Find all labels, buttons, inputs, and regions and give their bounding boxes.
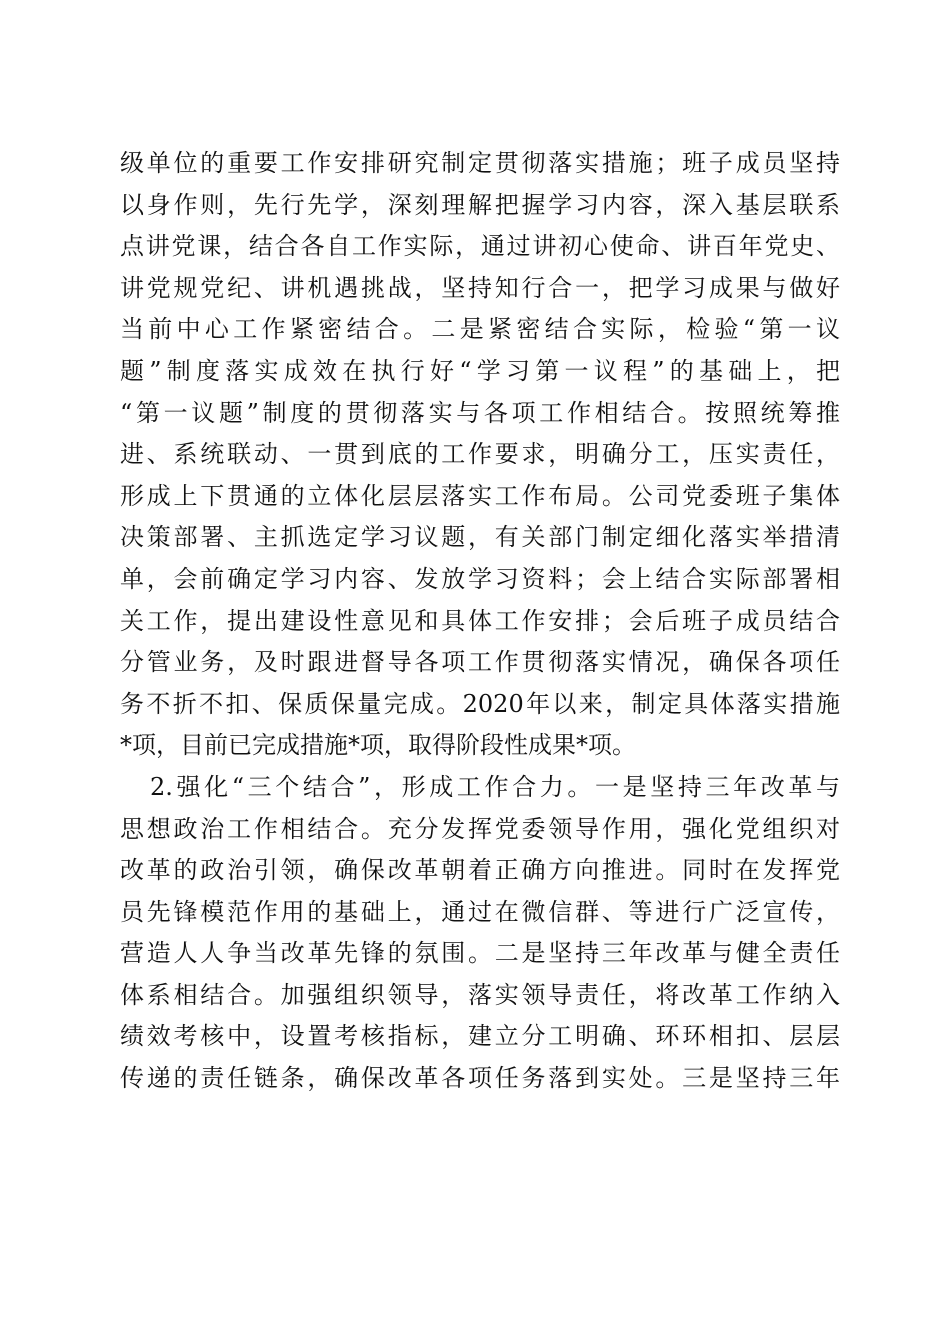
text-line: 绩效考核中，设置考核指标，建立分工明确、环环相扣、层层 <box>120 1022 840 1051</box>
text-line: 题”制度落实成效在执行好“学习第一议程”的基础上，把 <box>120 356 840 385</box>
document-body-text <box>120 143 840 1100</box>
text-line: 以身作则，先行先学，深刻理解把握学习内容，深入基层联系 <box>120 190 840 219</box>
text-line: *项，目前已完成措施*项，取得阶段性成果*项。 <box>120 731 636 760</box>
text-line: 传递的责任链条，确保改革各项任务落到实处。三是坚持三年 <box>120 1064 840 1093</box>
text-line: 形成上下贯通的立体化层层落实工作布局。公司党委班子集体 <box>120 481 840 510</box>
text-line: 关工作，提出建设性意见和具体工作安排；会后班子成员结合 <box>120 606 840 635</box>
text-line: 点讲党课，结合各自工作实际，通过讲初心使命、讲百年党史、 <box>120 232 840 261</box>
text-line: 级单位的重要工作安排研究制定贯彻落实措施；班子成员坚持 <box>120 149 840 177</box>
text-line: 改革的政治引领，确保改革朝着正确方向推进。同时在发挥党 <box>120 856 840 885</box>
text-line: 体系相结合。加强组织领导，落实领导责任，将改革工作纳入 <box>120 980 840 1009</box>
text-line: 思想政治工作相结合。充分发挥党委领导作用，强化党组织对 <box>120 814 840 843</box>
text-line: 进、系统联动、一贯到底的工作要求，明确分工，压实责任， <box>120 440 840 469</box>
text-line: 务不折不扣、保质保量完成。2020年以来，制定具体落实措施 <box>120 689 840 718</box>
text-line: “第一议题”制度的贯彻落实与各项工作相结合。按照统筹推 <box>120 398 840 427</box>
text-line: 员先锋模范作用的基础上，通过在微信群、等进行广泛宣传， <box>120 897 840 926</box>
text-line: 决策部署、主抓选定学习议题，有关部门制定细化落实举措清 <box>120 523 840 552</box>
text-line: 营造人人争当改革先锋的氛围。二是坚持三年改革与健全责任 <box>120 939 840 968</box>
paragraph-start-line: 2.强化“三个结合”，形成工作合力。一是坚持三年改革与 <box>150 772 840 801</box>
text-line: 分管业务，及时跟进督导各项工作贯彻落实情况，确保各项任 <box>120 648 840 677</box>
text-line: 讲党规党纪、讲机遇挑战，坚持知行合一，把学习成果与做好 <box>120 273 840 302</box>
text-line: 单，会前确定学习内容、发放学习资料；会上结合实际部署相 <box>120 564 840 593</box>
text-line: 当前中心工作紧密结合。二是紧密结合实际，检验“第一议 <box>120 315 840 344</box>
